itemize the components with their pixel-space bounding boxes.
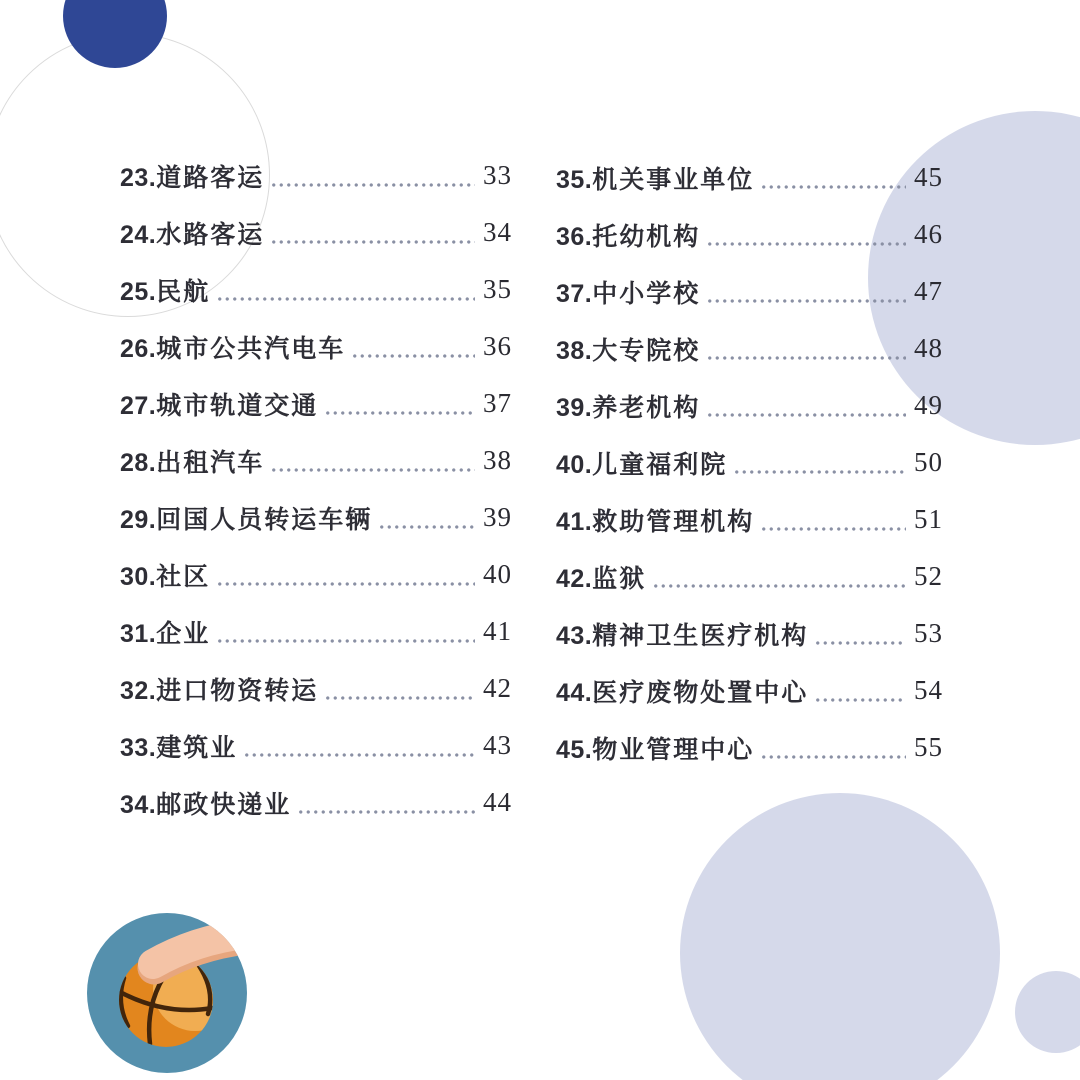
- entry-title: 出租汽车: [156, 448, 265, 477]
- entry-page-number: 39: [483, 502, 512, 532]
- entry-page-number: 42: [483, 673, 512, 703]
- entry-number: 37.: [556, 279, 593, 308]
- toc-entry: [556, 605, 943, 662]
- dot-leader: [760, 183, 906, 191]
- entry-number: 36.: [556, 222, 593, 251]
- entry-number: 30.: [120, 562, 157, 591]
- entry-number: 29.: [120, 505, 157, 534]
- entry-page-number: 34: [483, 217, 512, 247]
- entry-title: 企业: [156, 619, 211, 648]
- dot-leader: [378, 523, 475, 531]
- entry-title: 社区: [156, 562, 211, 591]
- entry-page-number: 52: [914, 561, 943, 591]
- dot-leader: [270, 466, 475, 474]
- toc-entry: [120, 603, 512, 660]
- entry-page-number: 33: [483, 160, 512, 190]
- dot-leader: [760, 753, 906, 761]
- entry-number: 34.: [120, 790, 157, 819]
- dot-leader: [706, 297, 906, 305]
- toc-entry: [120, 546, 512, 603]
- dot-leader: [652, 582, 906, 590]
- dot-leader: [733, 468, 906, 476]
- toc-entry: [556, 434, 943, 491]
- entry-page-number: 47: [914, 276, 943, 306]
- entry-title: 道路客运: [156, 163, 265, 192]
- dot-leader: [324, 409, 475, 417]
- entry-page-number: 36: [483, 331, 512, 361]
- entry-number: 44.: [556, 678, 593, 707]
- entry-title: 中小学校: [592, 279, 701, 308]
- entry-page-number: 35: [483, 274, 512, 304]
- entry-title: 机关事业单位: [592, 165, 755, 194]
- entry-page-number: 48: [914, 333, 943, 363]
- entry-page-number: 43: [483, 730, 512, 760]
- toc-entry: [556, 149, 943, 206]
- entry-number: 43.: [556, 621, 593, 650]
- entry-title: 邮政快递业: [156, 790, 292, 819]
- toc-column-right: [556, 149, 943, 776]
- toc-entry: [556, 263, 943, 320]
- entry-page-number: 55: [914, 732, 943, 762]
- entry-number: 26.: [120, 334, 157, 363]
- entry-number: 31.: [120, 619, 157, 648]
- dot-leader: [216, 637, 475, 645]
- entry-title: 民航: [156, 277, 211, 306]
- lavender-circle-bottom-right: [680, 793, 1000, 1080]
- dot-leader: [270, 181, 475, 189]
- dot-leader: [243, 751, 475, 759]
- entry-page-number: 44: [483, 787, 512, 817]
- entry-number: 32.: [120, 676, 157, 705]
- entry-number: 23.: [120, 163, 157, 192]
- dot-leader: [216, 295, 475, 303]
- entry-title: 精神卫生医疗机构: [592, 621, 809, 650]
- toc-entry: [120, 489, 512, 546]
- entry-title: 物业管理中心: [592, 735, 755, 764]
- dot-leader: [706, 411, 906, 419]
- entry-title: 城市公共汽电车: [156, 334, 346, 363]
- toc-entry: [556, 719, 943, 776]
- dot-leader: [814, 696, 906, 704]
- dot-leader: [351, 352, 475, 360]
- dot-leader: [814, 639, 906, 647]
- entry-number: 35.: [556, 165, 593, 194]
- entry-page-number: 50: [914, 447, 943, 477]
- toc-entry: [120, 660, 512, 717]
- entry-title: 救助管理机构: [592, 507, 755, 536]
- entry-title: 建筑业: [156, 733, 238, 762]
- entry-number: 24.: [120, 220, 157, 249]
- toc-entry: [556, 377, 943, 434]
- entry-number: 28.: [120, 448, 157, 477]
- entry-page-number: 51: [914, 504, 943, 534]
- entry-page-number: 49: [914, 390, 943, 420]
- toc-entry: [120, 774, 512, 831]
- entry-title: 养老机构: [592, 393, 701, 422]
- entry-page-number: 46: [914, 219, 943, 249]
- entry-title: 儿童福利院: [592, 450, 728, 479]
- dot-leader: [270, 238, 475, 246]
- entry-number: 40.: [556, 450, 593, 479]
- dot-leader: [760, 525, 906, 533]
- entry-page-number: 41: [483, 616, 512, 646]
- lavender-circle-small: [1015, 971, 1080, 1053]
- entry-number: 45.: [556, 735, 593, 764]
- entry-page-number: 37: [483, 388, 512, 418]
- entry-title: 大专院校: [592, 336, 701, 365]
- toc-entry: [120, 432, 512, 489]
- entry-page-number: 40: [483, 559, 512, 589]
- hand-on-basketball-icon: [82, 908, 252, 1078]
- entry-page-number: 54: [914, 675, 943, 705]
- toc-entry: [120, 147, 512, 204]
- dot-leader: [706, 354, 906, 362]
- entry-title: 医疗废物处置中心: [592, 678, 809, 707]
- entry-title: 监狱: [592, 564, 647, 593]
- toc-entry: [556, 206, 943, 263]
- toc-entry: [120, 318, 512, 375]
- entry-number: 42.: [556, 564, 593, 593]
- dot-leader: [324, 694, 475, 702]
- toc-column-left: [120, 147, 512, 831]
- dot-leader: [216, 580, 475, 588]
- entry-title: 回国人员转运车辆: [156, 505, 373, 534]
- entry-page-number: 38: [483, 445, 512, 475]
- entry-page-number: 45: [914, 162, 943, 192]
- entry-number: 25.: [120, 277, 157, 306]
- toc-entry: [556, 491, 943, 548]
- entry-title: 城市轨道交通: [156, 391, 319, 420]
- entry-title: 进口物资转运: [156, 676, 319, 705]
- toc-entry: [120, 717, 512, 774]
- toc-entry: [556, 662, 943, 719]
- toc-entry: [120, 204, 512, 261]
- entry-number: 39.: [556, 393, 593, 422]
- entry-number: 38.: [556, 336, 593, 365]
- toc-entry: [556, 548, 943, 605]
- entry-number: 41.: [556, 507, 593, 536]
- entry-page-number: 53: [914, 618, 943, 648]
- entry-title: 水路客运: [156, 220, 265, 249]
- toc-entry: [556, 320, 943, 377]
- toc-entry: [120, 261, 512, 318]
- entry-number: 33.: [120, 733, 157, 762]
- dot-leader: [297, 808, 475, 816]
- toc-entry: [120, 375, 512, 432]
- entry-number: 27.: [120, 391, 157, 420]
- dot-leader: [706, 240, 906, 248]
- entry-title: 托幼机构: [592, 222, 701, 251]
